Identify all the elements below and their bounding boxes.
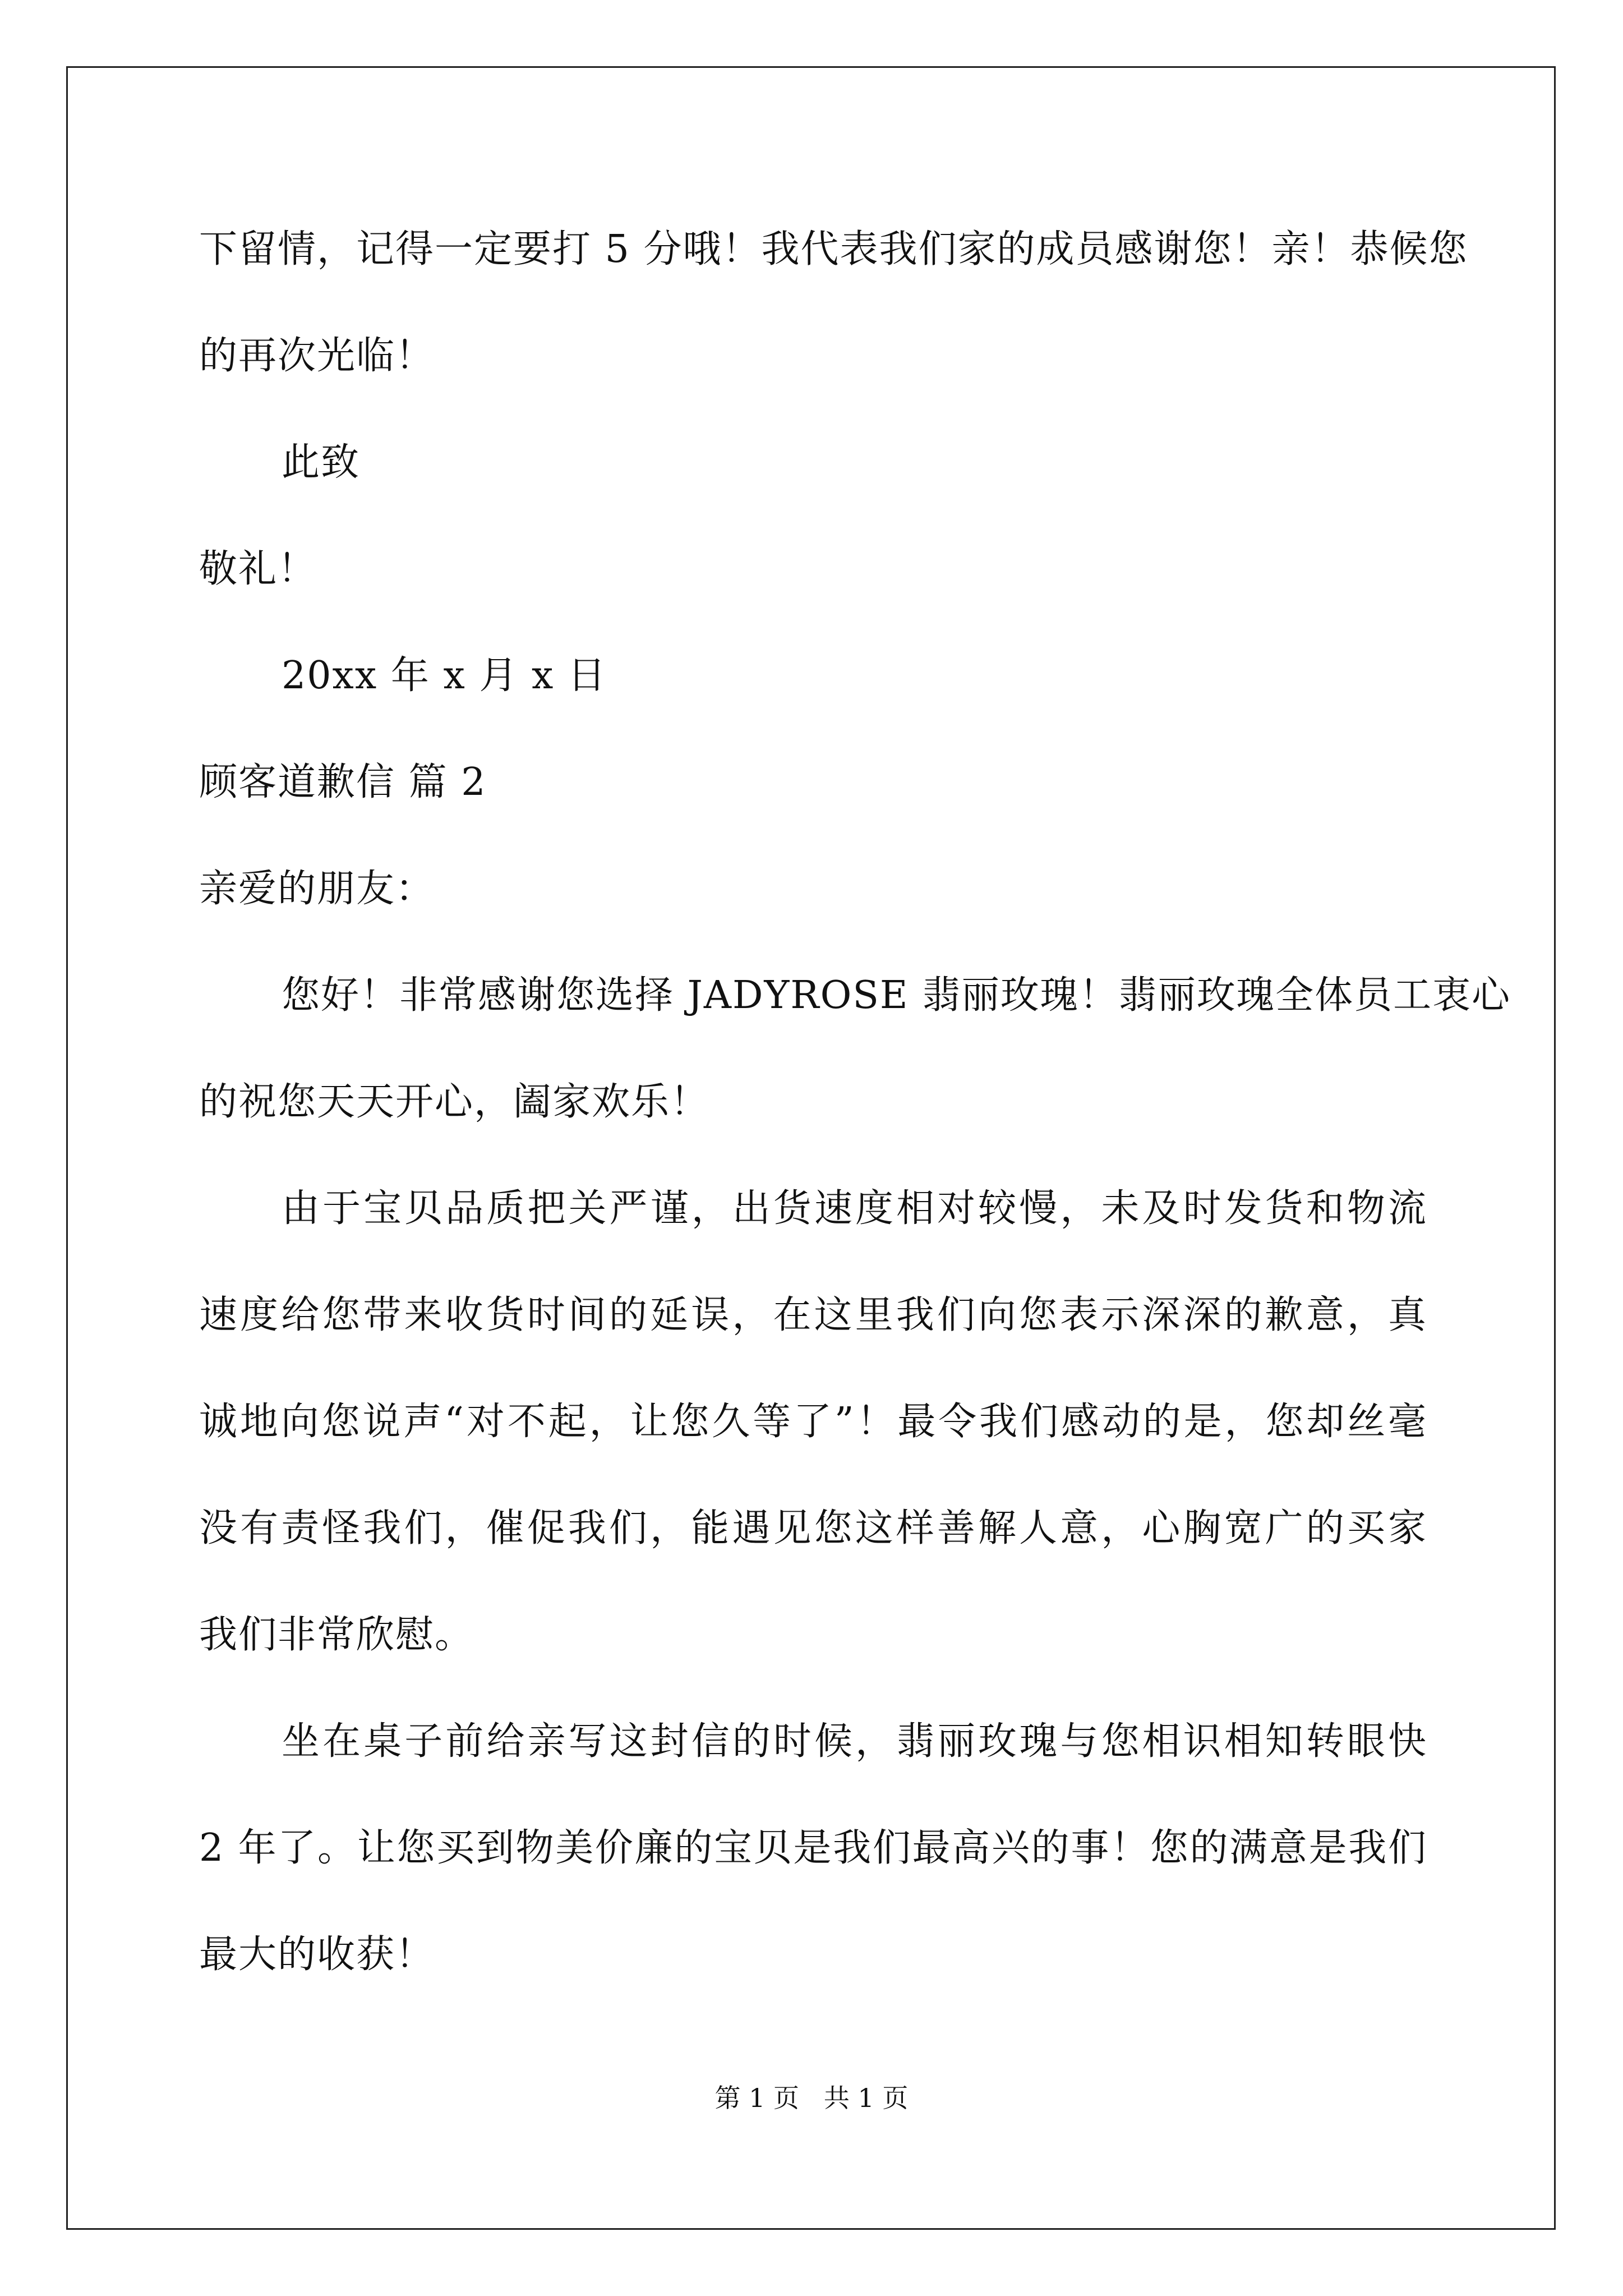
- text-line: 由于宝贝品质把关严谨，出货速度相对较慢，未及时发货和物流: [282, 1186, 1427, 1231]
- closing-salutation: 此致: [282, 440, 361, 485]
- closing-respect: 敬礼！: [199, 547, 317, 591]
- page-border: [66, 66, 1556, 2230]
- greeting: 亲爱的朋友：: [199, 867, 435, 911]
- text-line: 下留情，记得一定要打 5 分哦！我代表我们家的成员感谢您！亲！恭候您: [199, 227, 1468, 272]
- text-line: 速度给您带来收货时间的延误，在这里我们向您表示深深的歉意，真: [199, 1293, 1427, 1337]
- letter-date: 20xx 年 x 月 x 日: [282, 654, 607, 698]
- text-line: 坐在桌子前给亲写这封信的时候，翡丽玫瑰与您相识相知转眼快: [282, 1719, 1427, 1764]
- text-line: 2 年了。让您买到物美价廉的宝贝是我们最高兴的事！您的满意是我们: [199, 1826, 1427, 1870]
- text-line: 最大的收获！: [199, 1932, 435, 1977]
- text-line: 我们非常欣慰。: [199, 1613, 474, 1657]
- text-line: 没有责怪我们，催促我们，能遇见您这样善解人意，心胸宽广的买家: [199, 1506, 1427, 1550]
- text-line: 您好！非常感谢您选择 JADYROSE 翡丽玫瑰！翡丽玫瑰全体员工衷心: [282, 973, 1511, 1018]
- text-line: 的再次光临！: [199, 334, 435, 378]
- text-line: 的祝您天天开心，阖家欢乐！: [199, 1080, 710, 1124]
- text-line: 诚地向您说声“对不起，让您久等了”！最令我们感动的是，您却丝毫: [199, 1400, 1427, 1444]
- page-number-footer: 第 1 页 共 1 页: [714, 2083, 909, 2113]
- section-heading: 顾客道歉信 篇 2: [199, 760, 487, 804]
